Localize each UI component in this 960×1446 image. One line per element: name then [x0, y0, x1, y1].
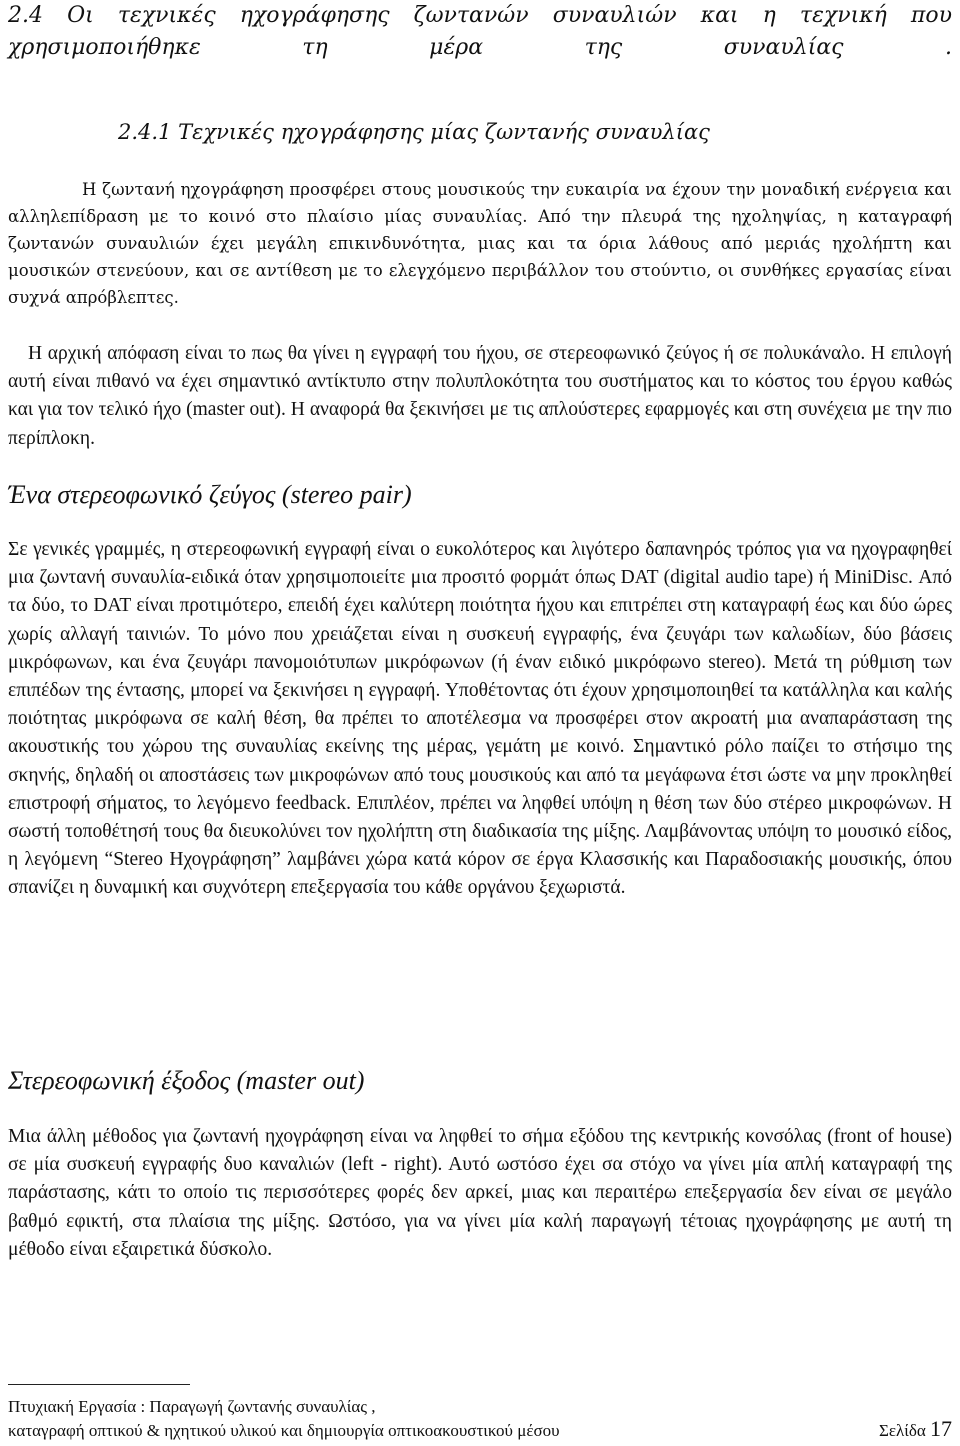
footer-line-1: Πτυχιακή Εργασία : Παραγωγή ζωντανής συναυλίας ,	[8, 1397, 376, 1416]
intro-paragraph-1: Η ζωντανή ηχογράφηση προσφέρει στους μουσικούς την ευκαιρία να έχουν την μοναδική ενέργεια και αλληλεπίδραση με το κοινό στο πλαίσιο μίας συναυλίας. Από την πλευρά της ηχοληψίας, η καταγραφή ζωντανών συναυλιών έχει μεγάλη επικινδυνότητα, μιας και τα όρια λάθους από μεριάς ηχολήπτη και μουσικών στενεύουν, και σε αντίθεση με το ελεγχόμενο περιβάλλον του στούντιο, οι συνθήκες εργασίας είναι συχνά απρόβλεπτες.	[8, 180, 952, 307]
section-title: 2.4 Οι τεχνικές ηχογράφησης ζωντανών συναυλιών και η τεχνική που χρησιμοποιήθηκε τη μέρα της συναυλίας .	[8, 3, 952, 60]
page-label: Σελίδα	[878, 1421, 926, 1440]
master-out-heading: Στερεοφωνική έξοδος (master out)	[8, 1066, 365, 1095]
stereo-pair-heading: Ένα στερεοφωνικό ζεύγος (stereo pair)	[8, 480, 412, 509]
footer-line-2: καταγραφή οπτικού & ηχητικού υλικού και δημιουργία οπτικοακουστικού μέσου	[8, 1421, 560, 1440]
page-number-value: 17	[930, 1416, 952, 1441]
page-number	[879, 1418, 952, 1442]
footer-divider	[8, 1384, 190, 1385]
subsection-title: 2.4.1 Τεχνικές ηχογράφησης μίας ζωντανής συναυλίας	[118, 120, 710, 144]
master-out-paragraph: Μια άλλη μέθοδος για ζωντανή ηχογράφηση είναι να ληφθεί το σήμα εξόδου της κεντρικής κονσόλας (front of house) σε μία συσκευή εγγραφής δυο καναλιών (left - right). Αυτό ωστόσο έχει σα στόχο να γίνει μία απλή καταγραφή της παράστασης, κάτι το οποίο τις περισσότερες φορές δεν αρκεί, μιας και περαιτέρω επεξεργασία δεν είναι σε μεγάλο βαθμό εφικτή, στα πλαίσια της μίξης. Ωστόσο, για να γίνει μία καλή παραγωγή τέτοιας ηχογράφησης με αυτή τη μέθοδο είναι εξαιρετικά δύσκολο.	[8, 1126, 952, 1260]
intro-paragraph-2: Η αρχική απόφαση είναι το πως θα γίνει η εγγραφή του ήχου, σε στερεοφωνικό ζεύγος ή σε πολυκάναλο. Η επιλογή αυτή είναι πιθανό να έχει σημαντικό αντίκτυπο στην πολυπλοκότητα του συστήματος και το κόστος του έργου καθώς και για τον τελικό ήχο (master out). Η αναφορά θα ξεκινήσει με τις απλούστερες εφαρμογές και στη συνέχεια με την πιο περίπλοκη.	[8, 343, 952, 449]
stereo-pair-paragraph: Σε γενικές γραμμές, η στερεοφωνική εγγραφή είναι ο ευκολότερος και λιγότερο δαπανηρός τρόπος για να ηχογραφηθεί μια ζωντανή συναυλία-ειδικά όταν χρησιμοποιείτε μια προσιτό φορμάτ όπως DAT (digital audio tape) ή MiniDisc. Από τα δύο, το DAT είναι προτιμότερο, επειδή έχει καλύτερη ποιότητα ήχου και επιτρέπει στη καταγραφή έως και δύο ώρες χωρίς αλλαγή ταινιών. Το μόνο που χρειάζεται είναι η συσκευή εγγραφής, ένα ζευγάρι των καλωδίων, δύο βάσεις μικρόφωνων, και ένα ζευγάρι πανομοιότυπων μικρόφωνων (ή έναν ειδικό μικρόφωνο stereo). Μετά τη ρύθμιση των επιπέδων της έντασης, μπορεί να ξεκινήσει η εγγραφή. Υποθέτοντας ότι έχουν χρησιμοποιηθεί τα κατάλληλα και καλής ποιότητας μικρόφωνα σε καλή θέση, θα πρέπει το αποτέλεσμα να προσφέρει στον ακροατή μια αναπαράσταση της ακουστικής του χώρου της συναυλίας εκείνης της μέρας, γεμάτη με κοινό. Σημαντικό ρόλο παίζει το στήσιμο της σκηνής, δηλαδή οι αποστάσεις των μικροφώνων από τους μουσικούς και από τα μεγάφωνα έτσι ώστε να μην προκληθεί επιστροφή σήματος, το λεγόμενο feedback. Επιπλέον, πρέπει να ληφθεί υπόψη η θέση των δύο στέρεο μικροφώνων. Η σωστή τοποθέτησή τους θα διευκολύνει τον ηχολήπτη στη διαδικασία της μίξης. Λαμβάνοντας υπόψη το μουσικό είδος, η λεγόμενη “Stereo Ηχογράφηση” λαμβάνει χώρα κατά κόρον σε έργα Κλασσικής και Παραδοσιακής μουσικής, όπου σπανίζει η δυναμική και συχνότερη επεξεργασία του κάθε οργάνου ξεχωριστά.	[8, 539, 952, 899]
